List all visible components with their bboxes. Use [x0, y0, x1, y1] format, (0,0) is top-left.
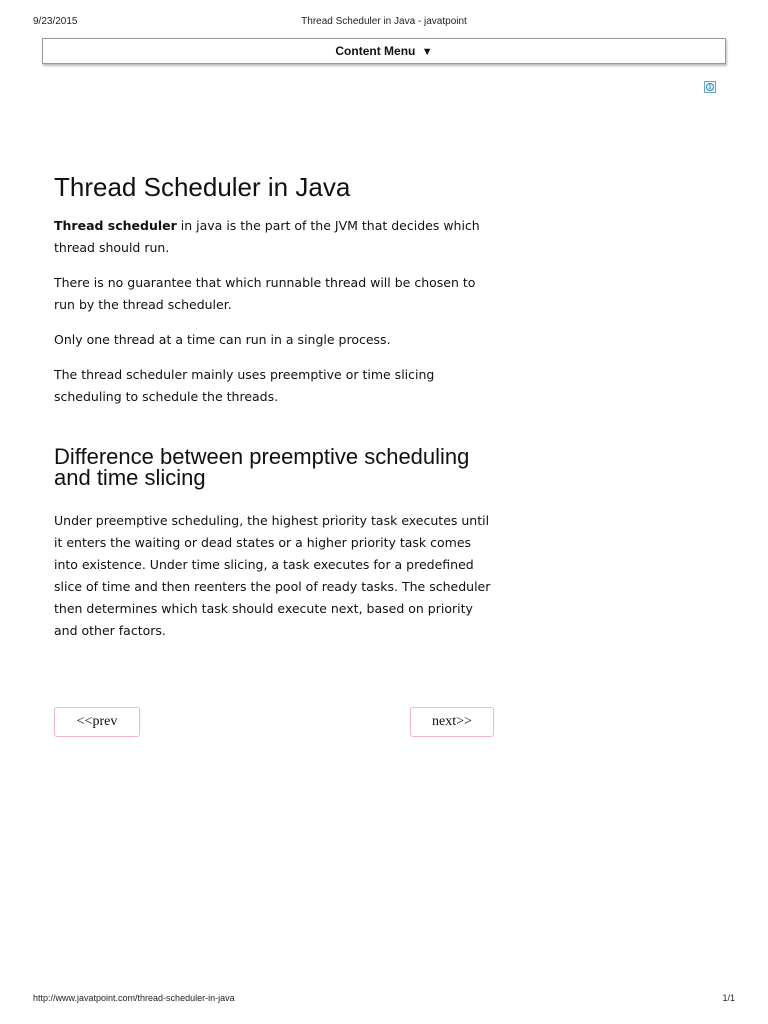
paragraph: The thread scheduler mainly uses preemptive or time slicing scheduling to schedule the threads.	[54, 367, 435, 404]
print-page-count: 1/1	[722, 993, 735, 1003]
content-menu-label: Content Menu	[335, 44, 416, 58]
pagination-nav	[54, 707, 494, 737]
ad-info-icon[interactable]	[704, 81, 716, 93]
section-paragraph: Under preemptive scheduling, the highest priority task executes until it enters the waiting or dead states or a higher priority task comes into existence. Under time slicing, a task executes for a predefined slice of time and then reenters the pool of ready tasks. The scheduler then determines which task should execute next, based on priority and other factors.	[54, 513, 491, 638]
content-menu-button[interactable]	[42, 38, 726, 64]
info-icon: i	[706, 83, 714, 91]
page-title: Thread Scheduler in Java	[54, 172, 351, 202]
section-title: Difference between preemptive scheduling and time slicing	[54, 444, 470, 490]
print-url: http://www.javatpoint.com/thread-scheduler-in-java	[33, 993, 235, 1003]
print-page-title: Thread Scheduler in Java - javatpoint	[301, 16, 467, 27]
intro-text: in java is the part of the JVM that decides which thread should run.	[54, 218, 480, 255]
paragraph: Only one thread at a time can run in a single process.	[54, 332, 391, 347]
article	[54, 170, 494, 655]
print-date: 9/23/2015	[33, 16, 78, 27]
prev-button[interactable]: <<prev	[54, 707, 140, 737]
dropdown-arrow-icon: ▼	[421, 46, 433, 58]
print-header	[0, 16, 768, 30]
intro-bold-term: Thread scheduler	[54, 218, 177, 233]
paragraph: There is no guarantee that which runnable thread will be chosen to run by the thread scheduler.	[54, 275, 476, 312]
intro-paragraph	[54, 215, 494, 259]
next-button[interactable]: next>>	[410, 707, 494, 737]
